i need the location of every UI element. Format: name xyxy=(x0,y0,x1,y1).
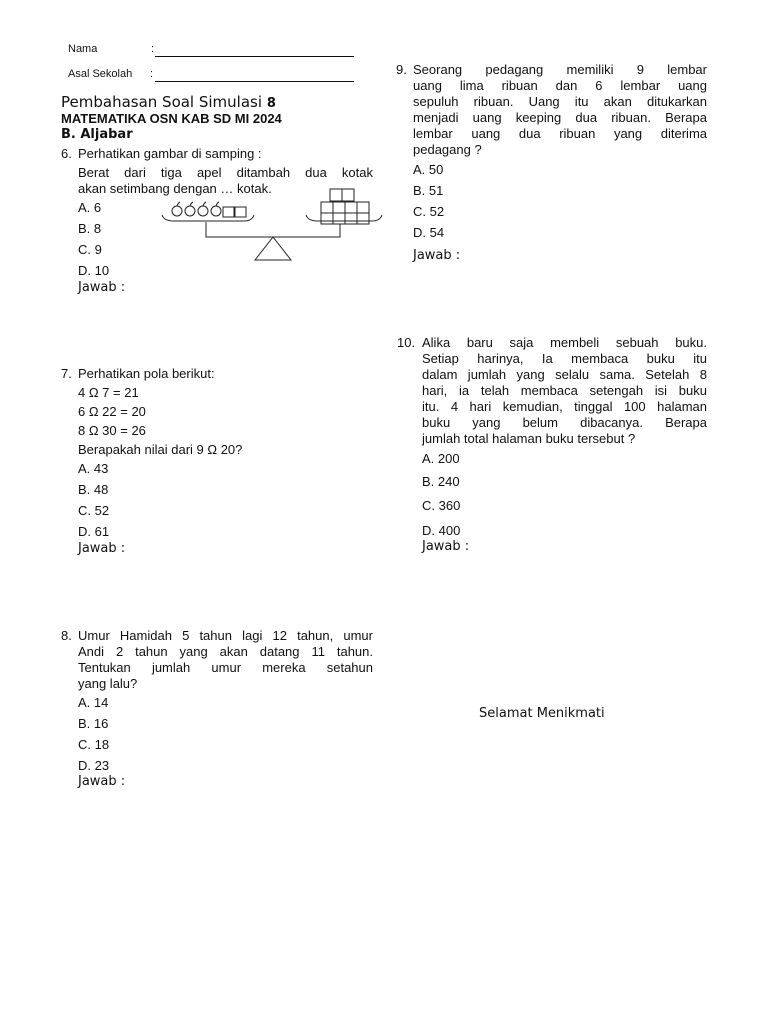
apple-icon xyxy=(211,202,221,216)
question-7-number: 7. xyxy=(61,366,72,381)
question-9-line-1: Seorang pedagang memiliki 9 lembar xyxy=(413,62,707,77)
question-10-line-5: itu. 4 hari kemudian, tinggal 100 halaman xyxy=(422,399,707,414)
question-10-option-a[interactable]: A. 200 xyxy=(422,451,460,466)
title-prefix: Pembahasan Soal Simulasi xyxy=(61,93,263,111)
question-6-line-2: akan setimbang dengan … kotak. xyxy=(78,181,272,196)
question-8-line-1: Umur Hamidah 5 tahun lagi 12 tahun, umur xyxy=(78,628,373,643)
question-7-pattern-3: 8 Ω 30 = 26 xyxy=(78,423,146,438)
question-10-option-b[interactable]: B. 240 xyxy=(422,474,460,489)
question-10-line-4: hari, ia telah membaca setengah isi buku xyxy=(422,383,707,398)
question-7-pattern-1: 4 Ω 7 = 21 xyxy=(78,385,139,400)
question-8-line-4: yang lalu? xyxy=(78,676,138,691)
question-9-line-3: sepuluh ribuan. Uang itu akan ditukarkan xyxy=(413,94,707,109)
apple-icon xyxy=(198,202,208,216)
question-10-line-2: Setiap harinya, Ia membaca buku itu xyxy=(422,351,707,366)
question-7-pattern-2: 6 Ω 22 = 20 xyxy=(78,404,146,419)
question-6-answer-label: Jawab : xyxy=(78,280,126,295)
section-heading: B. Aljabar xyxy=(61,127,133,142)
name-blank-line[interactable] xyxy=(155,56,354,57)
question-9-option-a[interactable]: A. 50 xyxy=(413,162,444,177)
apple-icon xyxy=(185,202,195,216)
question-10-option-c[interactable]: C. 360 xyxy=(422,498,461,513)
question-6-option-d[interactable]: D. 10 xyxy=(78,263,110,278)
page-title xyxy=(61,93,276,111)
name-colon: : xyxy=(151,43,155,55)
question-6-option-a[interactable]: A. 6 xyxy=(78,200,102,215)
question-6-number: 6. xyxy=(61,146,72,161)
question-9-option-b[interactable]: B. 51 xyxy=(413,183,444,198)
question-10-answer-label: Jawab : xyxy=(422,539,470,554)
question-6-intro: Perhatikan gambar di samping : xyxy=(78,146,262,161)
school-label: Asal Sekolah xyxy=(68,68,133,80)
question-9-answer-label: Jawab : xyxy=(413,248,461,263)
question-8-option-d[interactable]: D. 23 xyxy=(78,758,110,773)
question-7-option-d[interactable]: D. 61 xyxy=(78,524,110,539)
name-label: Nama xyxy=(68,43,98,55)
question-9-line-4: menjadi uang keeping dua ribuan. Berapa xyxy=(413,110,707,125)
question-9-option-d[interactable]: D. 54 xyxy=(413,225,445,240)
question-9-line-2: uang lima ribuan dan 6 lembar uang xyxy=(413,78,707,93)
school-colon: : xyxy=(150,68,154,80)
question-10-line-7: jumlah total halaman buku tersebut ? xyxy=(422,431,636,446)
page-subtitle: MATEMATIKA OSN KAB SD MI 2024 xyxy=(61,111,282,126)
title-number: 8 xyxy=(266,96,276,111)
scale-beam-icon xyxy=(206,222,340,237)
question-6-line-1: Berat dari tiga apel ditambah dua kotak xyxy=(78,165,373,180)
question-9-option-c[interactable]: C. 52 xyxy=(413,204,445,219)
fulcrum-icon xyxy=(255,237,291,260)
box-icon xyxy=(235,207,246,217)
question-7-option-c[interactable]: C. 52 xyxy=(78,503,110,518)
question-7-intro: Perhatikan pola berikut: xyxy=(78,366,215,381)
question-9-line-5: lembar uang dua ribuan yang diterima xyxy=(413,126,707,141)
question-7-option-b[interactable]: B. 48 xyxy=(78,482,109,497)
box-stack-icon xyxy=(321,189,369,224)
question-9-number: 9. xyxy=(396,62,407,77)
question-8-option-b[interactable]: B. 16 xyxy=(78,716,109,731)
question-8-line-2: Andi 2 tahun yang akan datang 11 tahun. xyxy=(78,644,373,659)
question-7-answer-label: Jawab : xyxy=(78,541,126,556)
question-10-number: 10. xyxy=(397,335,416,350)
closing-message: Selamat Menikmati xyxy=(479,706,605,721)
question-6-option-c[interactable]: C. 9 xyxy=(78,242,102,257)
apple-icon xyxy=(172,202,182,216)
question-8-number: 8. xyxy=(61,628,72,643)
box-icon xyxy=(223,207,234,217)
question-8-line-3: Tentukan jumlah umur mereka setahun xyxy=(78,660,373,675)
question-8-option-a[interactable]: A. 14 xyxy=(78,695,109,710)
question-7-prompt: Berapakah nilai dari 9 Ω 20? xyxy=(78,442,243,457)
question-10-option-d[interactable]: D. 400 xyxy=(422,523,461,538)
question-10-line-6: buku yang belum dibacanya. Berapa xyxy=(422,415,707,430)
question-10-line-3: dalam jumlah yang selalu sama. Setelah 8 xyxy=(422,367,707,382)
question-8-answer-label: Jawab : xyxy=(78,774,126,789)
question-7-option-a[interactable]: A. 43 xyxy=(78,461,109,476)
school-blank-line[interactable] xyxy=(155,81,354,82)
question-6-option-b[interactable]: B. 8 xyxy=(78,221,102,236)
balance-scale-figure xyxy=(158,186,386,262)
question-10-line-1: Alika baru saja membeli sebuah buku. xyxy=(422,335,707,350)
question-8-option-c[interactable]: C. 18 xyxy=(78,737,110,752)
right-pan-icon xyxy=(306,215,382,221)
question-9-line-6: pedagang ? xyxy=(413,142,482,157)
